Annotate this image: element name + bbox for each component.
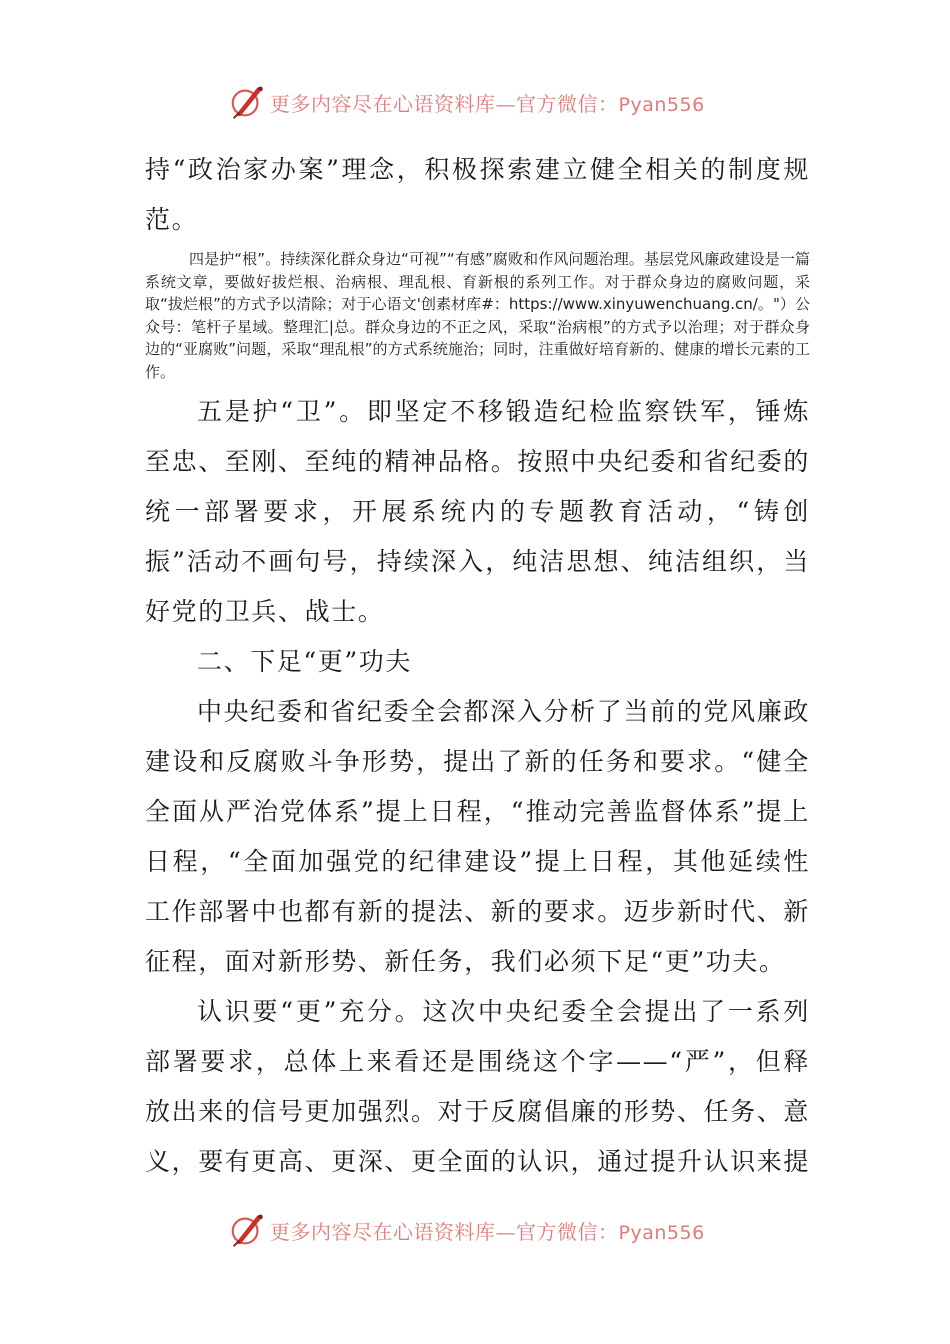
paragraph-understanding: 认识要“更”充分。这次中央纪委全会提出了一系列部署要求，总体上来看还是围绕这个字——“严”，但释放出来的信号更加强烈。对于反腐倡廉的形势、任务、意义，要有更高、更深、更全面的认识，通过提升认识来提 xyxy=(145,997,811,1176)
watermark-text: 更多内容尽在心语资料库—官方微信：Pyan556 xyxy=(270,91,705,116)
paragraph-continuation: 持“政治家办案”理念，积极探索建立健全相关的制度规范。 xyxy=(145,155,810,234)
section-heading: 二、下足“更”功夫 xyxy=(197,647,412,676)
quill-logo-icon xyxy=(228,83,266,121)
footer-watermark xyxy=(228,1210,728,1250)
paragraph-protect-root: 四是护“根”。持续深化群众身边“可视”“有感”腐败和作风问题治理。基层党风廉政建设是一篇系统文章，要做好拔烂根、治病根、理乱根、育新根的系列工作。对于群众身边的腐败问题，采取“拔烂根”的方式予以清除；对于心语文'创素材库#：https://www.xinyuwenchuang.cn/。"）公众号：笔杆子星域。整理汇|总。群众身边的不正之风，采取“治病根”的方式予以治理；对于群众身边的“亚腐败”问题，采取“理乱根”的方式系统施治；同时，注重做好培育新的、健康的增长元素的工作。 xyxy=(145,250,810,381)
watermark-text: 更多内容尽在心语资料库—官方微信：Pyan556 xyxy=(270,1219,705,1244)
quill-logo-icon xyxy=(228,1211,266,1249)
paragraph-protect-guard: 五是护“卫”。即坚定不移锻造纪检监察铁军，锤炼至忠、至刚、至纯的精神品格。按照中央纪委和省纪委的统一部署要求，开展系统内的专题教育活动，“铸创振”活动不画句号，持续深入，纯洁思想、纯洁组织，当好党的卫兵、战士。 xyxy=(145,397,811,626)
paragraph-section-intro: 中央纪委和省纪委全会都深入分析了当前的党风廉政建设和反腐败斗争形势，提出了新的任务和要求。“健全全面从严治党体系”提上日程，“推动完善监督体系”提上日程，“全面加强党的纪律建设”提上日程，其他延续性工作部署中也都有新的提法、新的要求。迈步新时代、新征程，面对新形势、新任务，我们必须下足“更”功夫。 xyxy=(145,697,811,976)
header-watermark xyxy=(228,82,728,122)
document-body xyxy=(145,145,810,1187)
